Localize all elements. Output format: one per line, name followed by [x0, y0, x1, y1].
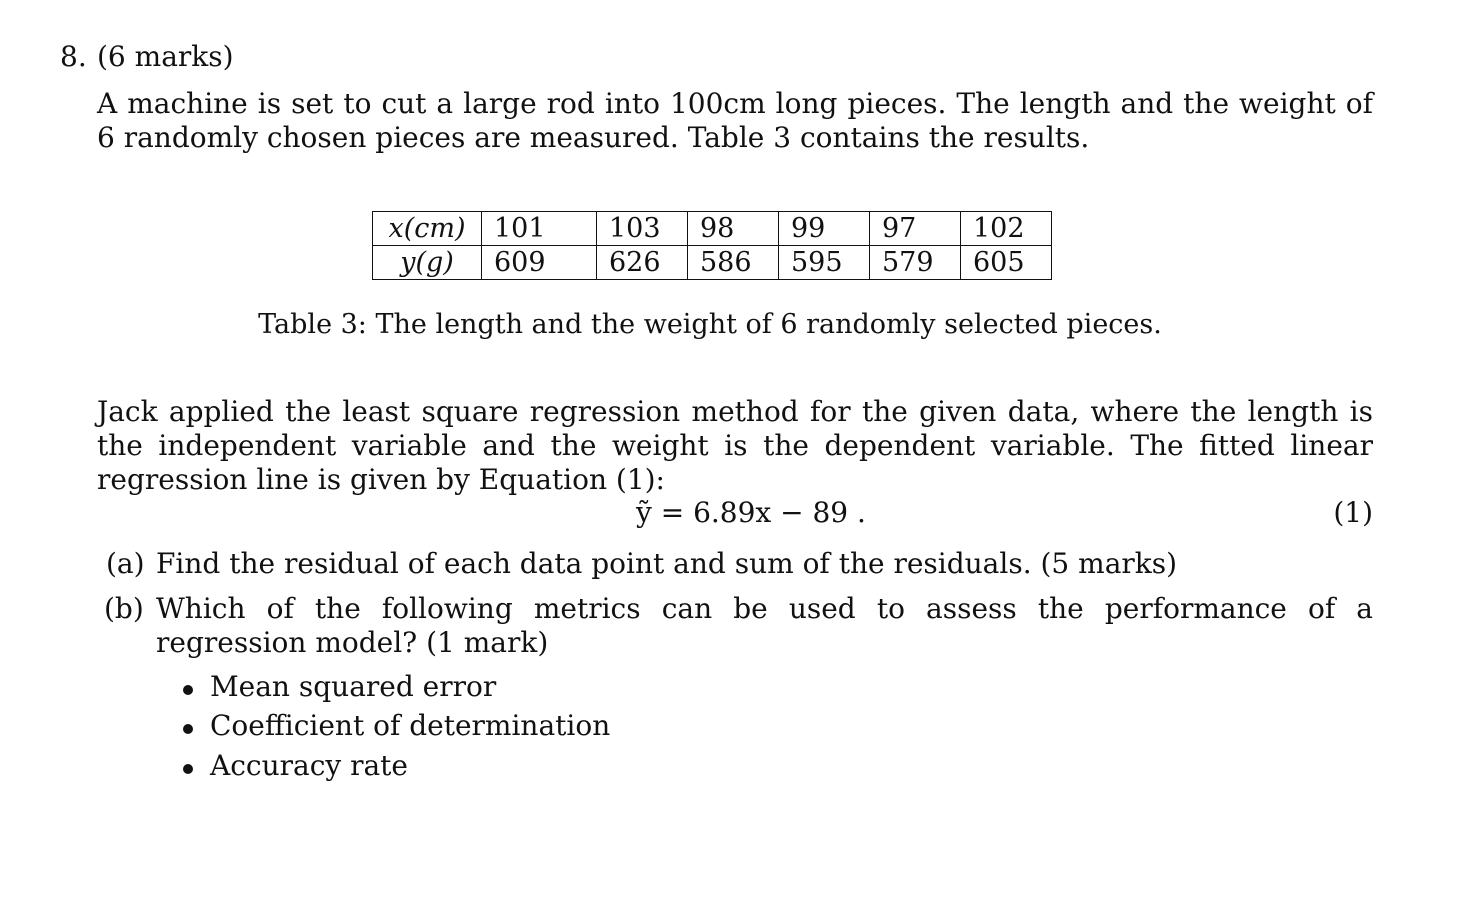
option-item: Coefficient of determination — [210, 709, 611, 742]
equation-number: (1) — [1333, 496, 1373, 529]
x-value-cell: 97 — [870, 212, 961, 246]
question-intro: A machine is set to cut a large rod into 100cm long pieces. The length and the weight of 6 randomly chosen pieces are measured. Table 3 contains the results. — [97, 87, 1373, 154]
table-row-y — [373, 246, 1052, 280]
y-value-cell: 595 — [779, 246, 870, 280]
regression-text: Jack applied the least square regression method for the given data, where the length is the independent variable and the weight is the dependent variable. The fitted linear regression line is given by Equation (1): — [97, 395, 1373, 496]
table-caption: Table 3: The length and the weight of 6 randomly selected pieces. — [258, 309, 1162, 340]
part-a-label: (a) — [106, 547, 145, 580]
data-table — [372, 211, 1052, 280]
regression-equation: ỹ = 6.89x − 89 . — [636, 496, 866, 529]
y-value-cell: 579 — [870, 246, 961, 280]
x-value-cell: 99 — [779, 212, 870, 246]
option-item: Mean squared error — [210, 670, 497, 703]
y-value-cell: 605 — [961, 246, 1052, 280]
part-a-text: Find the residual of each data point and sum of the residuals. (5 marks) — [156, 547, 1178, 580]
table-row-x — [373, 212, 1052, 246]
part-b-text: Which of the following metrics can be used to assess the performance of a regression model? (1 mark) — [156, 592, 1373, 659]
x-value-cell: 102 — [961, 212, 1052, 246]
y-value-cell: 609 — [482, 246, 597, 280]
bullet-icon — [183, 685, 193, 695]
part-b-label: (b) — [104, 592, 144, 625]
x-value-cell: 101 — [482, 212, 597, 246]
y-value-cell: 586 — [688, 246, 779, 280]
question-number: 8. — [60, 40, 87, 73]
question-marks: (6 marks) — [97, 40, 234, 73]
x-value-cell: 103 — [597, 212, 688, 246]
x-value-cell: 98 — [688, 212, 779, 246]
y-label-cell: y(g) — [373, 246, 482, 280]
y-value-cell: 626 — [597, 246, 688, 280]
bullet-icon — [183, 724, 193, 734]
bullet-icon — [183, 764, 193, 774]
x-label-cell: x(cm) — [373, 212, 482, 246]
option-item: Accuracy rate — [210, 749, 408, 782]
